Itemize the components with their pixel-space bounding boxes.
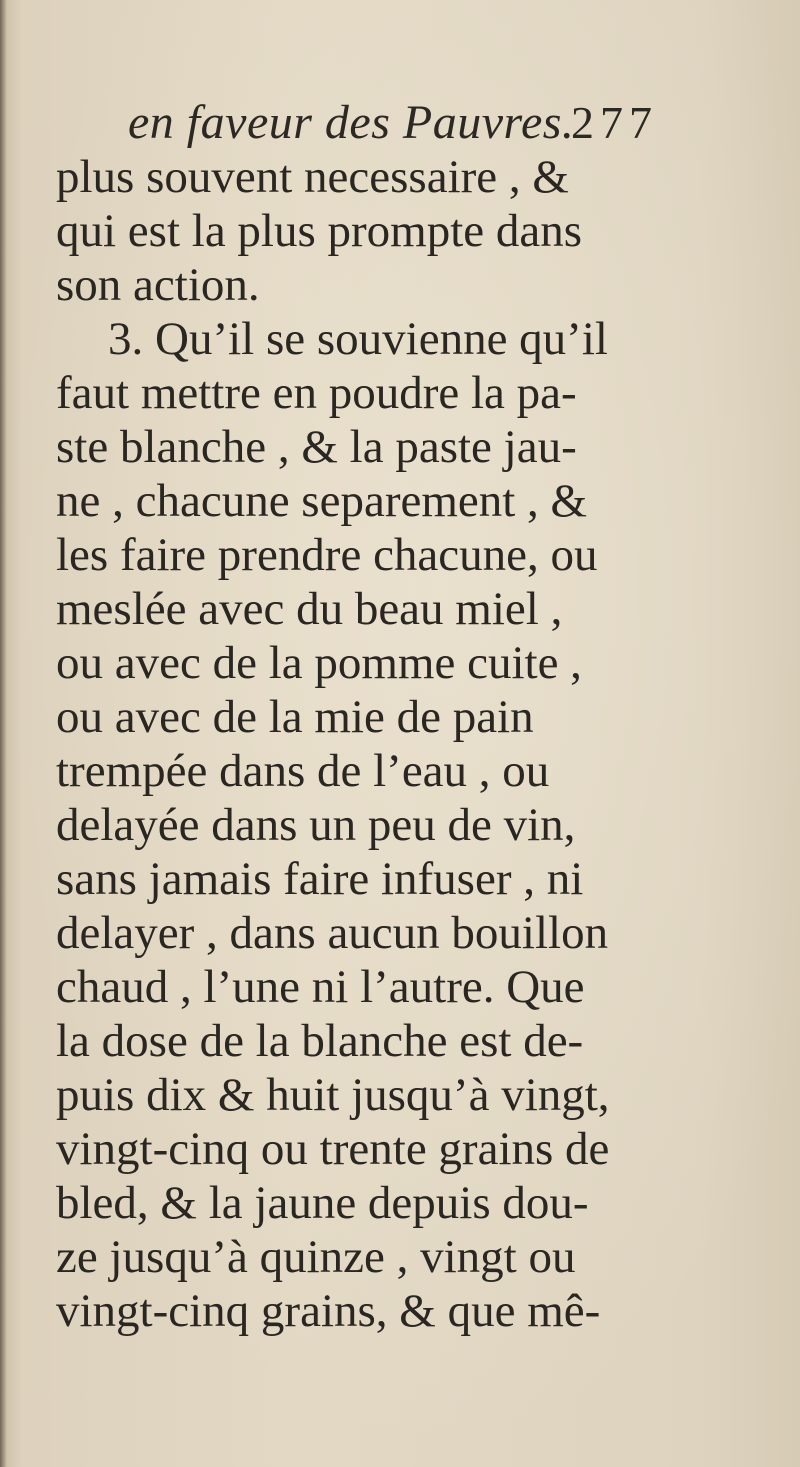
text-line: ste blanche , & la paste jau- (56, 421, 577, 473)
text-line: meslée avec du beau miel , (56, 583, 563, 635)
text-line: son action. (56, 259, 260, 311)
text-line: ou avec de la pomme cuite , (56, 637, 582, 689)
running-head: en faveur des Pauvres. (128, 96, 575, 149)
text-line: faut mettre en poudre la pa- (56, 367, 577, 419)
text-line: vingt-cinq ou trente grains de (56, 1123, 610, 1175)
body-text (56, 150, 696, 1338)
text-line: ze jusqu’à quinze , vingt ou (56, 1231, 576, 1283)
text-line: la dose de la blanche est de- (56, 1015, 584, 1067)
text-line: vingt-cinq grains, & que mê- (56, 1285, 601, 1337)
text-line: qui est la plus prompte dans (56, 205, 583, 257)
text-line: plus souvent necessaire , & (56, 151, 569, 203)
text-line: puis dix & huit jusqu’à vingt, (56, 1069, 610, 1121)
text-line: les faire prendre chacune, ou (56, 529, 598, 581)
text-line: trempée dans de l’eau , ou (56, 745, 550, 797)
page-header (0, 98, 800, 148)
page-binding-edge (0, 0, 7, 1467)
text-line: sans jamais faire infuser , ni (56, 853, 584, 905)
text-line: delayer , dans aucun bouillon (56, 907, 609, 959)
text-line: 3. Qu’il se souvienne qu’il (108, 313, 608, 365)
text-line: bled, & la jaune depuis dou- (56, 1177, 589, 1229)
text-line: chaud , l’une ni l’autre. Que (56, 961, 585, 1013)
text-line: ne , chacune separement , & (56, 475, 588, 527)
text-line: ou avec de la mie de pain (56, 691, 534, 743)
text-line: delayée dans un peu de vin, (56, 799, 576, 851)
page-number: 277 (571, 97, 658, 148)
